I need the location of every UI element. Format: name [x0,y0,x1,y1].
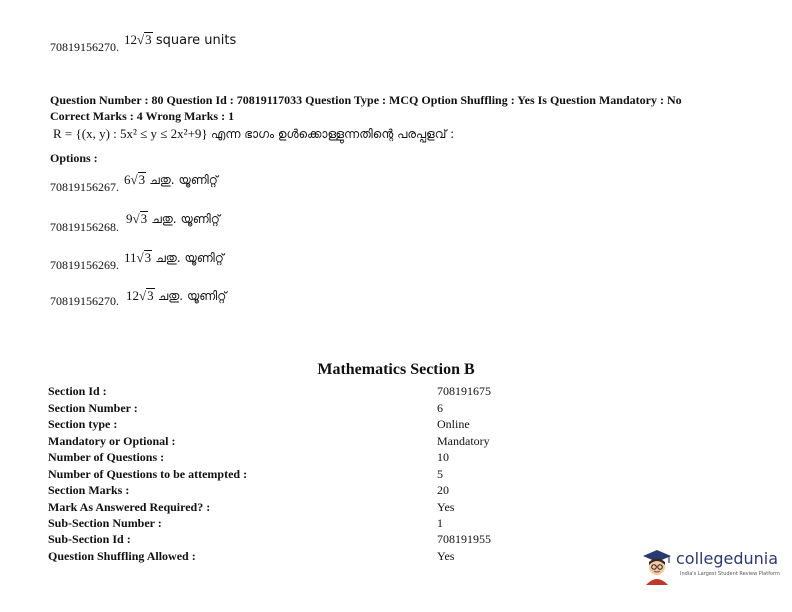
option-id: 70819156268. [50,220,119,234]
section-row-label: Question Shuffling Allowed : [48,549,196,563]
section-row-value: 1 [437,516,443,530]
sqrt-symbol: √ [137,32,145,47]
prev-option-unit: square units [155,33,237,48]
section-row-value: 708191675 [437,384,491,398]
option-unit: ചതു. യൂണിറ്റ് [151,212,220,226]
option-value [126,288,226,304]
logo-tagline: India's Largest Student Review Platform [680,571,780,577]
sqrt-symbol: √ [132,211,140,226]
option-unit: ചതു. യൂണിറ്റ് [155,251,224,265]
sqrt-symbol: √ [130,172,138,187]
section-row-label: Sub-Section Id : [48,532,131,546]
section-row-value: 708191955 [437,532,491,546]
section-row-label: Mark As Answered Required? : [48,500,211,514]
option-unit: ചതു. യൂണിറ്റ് [157,289,227,303]
sqrt-symbol: √ [136,250,144,265]
option-coef: 9 [126,211,133,226]
prev-option-value [124,32,236,48]
option-radicand: 3 [140,211,148,226]
question-set-expr: R = {(x, y) : 5x² ≤ y ≤ 2x²+9} [53,126,208,141]
section-row-value: 6 [437,401,443,415]
section-row-label: Section Id : [48,384,107,398]
option-coef: 11 [124,250,137,265]
section-row-label: Section type : [48,417,118,431]
section-row-label: Section Marks : [48,483,130,497]
section-row-value: Mandatory [437,434,490,448]
question-text [53,126,454,142]
prev-option-id: 70819156270. [50,40,119,54]
option-coef: 6 [124,172,131,187]
option-id: 70819156267. [50,180,119,194]
section-row-label: Number of Questions : [48,450,165,464]
section-row-label: Section Number : [48,401,138,415]
option-radicand: 3 [147,288,154,303]
question-meta: Question Number : 80 Question Id : 70819117033 Question Type : MCQ Option Shuffling : Yes Is Question Mandatory : No [50,93,682,107]
option-value [124,250,224,266]
question-marks: Correct Marks : 4 Wrong Marks : 1 [50,109,235,123]
question-text-ml: എന്ന ഭാഗം ഉൾക്കൊള്ളുന്നതിന്റെ പരപ്പളവ് : [210,127,455,141]
option-coef: 12 [126,288,139,303]
option-radicand: 3 [144,250,152,265]
option-id: 70819156270. [50,294,119,308]
section-row-value: Yes [437,500,455,514]
prev-option-radicand: 3 [145,32,152,47]
section-title: Mathematics Section B [317,361,475,378]
option-id: 70819156269. [50,258,119,272]
collegedunia-logo [640,545,780,589]
section-row-label: Sub-Section Number : [48,516,162,530]
option-unit: ചതു. യൂണിറ്റ് [149,173,218,187]
section-row-label: Number of Questions to be attempted : [48,467,248,481]
option-value [126,211,220,227]
prev-option-coef: 12 [124,32,137,47]
section-row-value: Yes [437,549,455,563]
section-row-value: 10 [437,450,449,464]
section-row-value: Online [437,417,470,431]
section-row-label: Mandatory or Optional : [48,434,176,448]
option-radicand: 3 [138,172,146,187]
options-label: Options : [50,151,98,165]
logo-name: collegedunia [676,549,779,568]
student-mascot-icon [640,547,674,587]
section-row-value: 5 [437,467,443,481]
option-value [124,172,218,188]
section-row-value: 20 [437,483,449,497]
sqrt-symbol: √ [139,288,147,303]
